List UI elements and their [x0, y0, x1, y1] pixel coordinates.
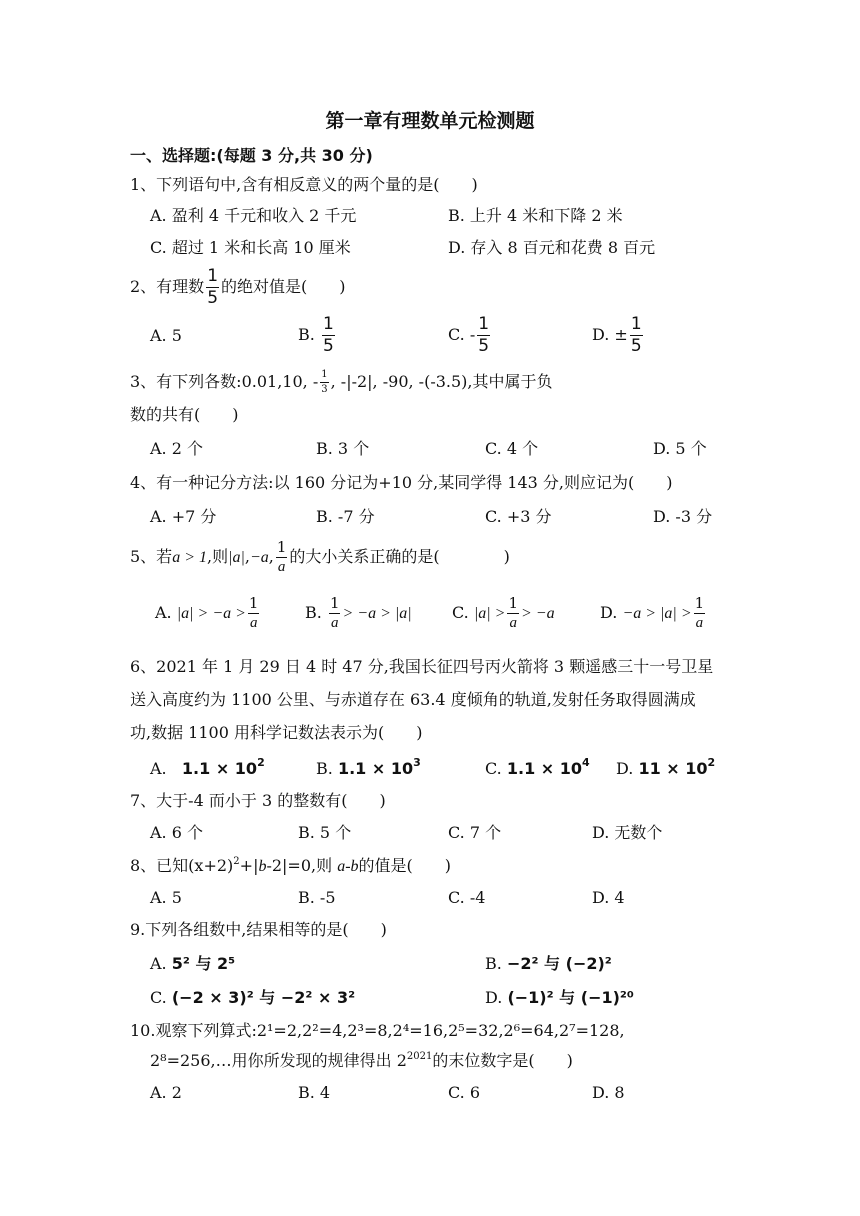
question-8-stem-pre: 8、已知(x+2) [130, 856, 234, 875]
question-6-option-c [485, 758, 590, 780]
fraction [206, 268, 219, 307]
question-1-option-b: B. 上升 4 米和下降 2 米 [448, 206, 623, 225]
question-10-stem-pre: 2⁸=256,…用你所发现的规律得出 2 [150, 1051, 407, 1070]
question-4-option-d: D. -3 分 [653, 507, 713, 526]
question-5-stem [130, 540, 510, 575]
option-label: A. [150, 759, 167, 778]
question-8-stem [130, 855, 451, 878]
fraction-denominator: 5 [478, 336, 490, 356]
fraction-numerator: 1 [322, 314, 334, 334]
question-10-option-b: B. 4 [298, 1083, 331, 1102]
math-abs: |a| [228, 549, 245, 566]
option-label: C. - [448, 325, 476, 344]
question-5-stem-post: 的大小关系正确的是( ) [289, 547, 510, 566]
fraction-numerator: 1 [478, 314, 490, 334]
math-exponent: 2 [233, 856, 240, 867]
question-3-option-d: D. 5 个 [653, 439, 707, 458]
fraction [320, 370, 328, 395]
option-label: B. [485, 954, 502, 973]
math-neg: −a [249, 549, 269, 566]
fraction-numerator: 1 [276, 538, 287, 556]
question-7-option-c: C. 7 个 [448, 823, 502, 842]
question-3-stem-pre: 3、有下列各数:0.01,10, - [130, 372, 319, 391]
math-base: 11 × 10 [638, 759, 708, 778]
math-exponent: 2 [707, 756, 716, 769]
fraction [507, 596, 519, 631]
question-2-option-d [592, 316, 645, 355]
fraction [276, 540, 288, 575]
question-8-option-d: D. 4 [592, 888, 625, 907]
option-label: D. [485, 988, 503, 1007]
math-base: 1.1 × 10 [181, 759, 258, 778]
fraction-denominator: 3 [321, 384, 328, 395]
option-label: C. [452, 603, 469, 622]
option-label: B. [305, 603, 322, 622]
option-label: D. [600, 603, 618, 622]
question-2-option-c [448, 316, 492, 355]
math-condition: a > 1 [172, 549, 207, 566]
option-label: B. [298, 325, 315, 344]
question-9-option-b [485, 953, 612, 975]
fraction-denominator: 5 [322, 336, 334, 356]
option-label: C. [150, 988, 167, 1007]
math-exponent: 2 [257, 756, 265, 769]
math-exponent: 4 [582, 756, 590, 769]
question-3-stem [130, 370, 553, 395]
question-2-option-a: A. 5 [150, 326, 182, 345]
question-10-option-d: D. 8 [592, 1083, 625, 1102]
fraction-denominator: a [330, 615, 339, 631]
fraction-denominator: a [509, 615, 517, 631]
question-5-stem-pre: 5、若 [130, 547, 173, 566]
question-1-stem: 1、下列语句中,含有相反意义的两个量的是( ) [130, 175, 478, 194]
option-label: A. [150, 954, 167, 973]
fraction [477, 316, 490, 355]
question-5-option-c [452, 596, 555, 631]
fraction-numerator: 1 [508, 594, 518, 612]
fraction-denominator: a [249, 615, 258, 631]
fraction-numerator: 1 [329, 594, 340, 612]
question-4-option-b: B. -7 分 [316, 507, 375, 526]
fraction-numerator: 1 [630, 314, 642, 334]
fraction-denominator: a [695, 615, 704, 631]
math-base: 1.1 × 10 [506, 759, 583, 778]
question-5-option-d [600, 596, 707, 631]
question-5-option-b [305, 596, 412, 631]
question-7-option-b: B. 5 个 [298, 823, 352, 842]
question-7-option-a: A. 6 个 [150, 823, 203, 842]
math-expression: |a| > −a > [176, 605, 246, 622]
math-expression: 5² 与 2⁵ [171, 954, 236, 973]
question-9-option-c [150, 987, 355, 1009]
question-9-stem: 9.下列各组数中,结果相等的是( ) [130, 920, 387, 939]
question-6-stem-line3: 功,数据 1100 用科学记数法表示为( ) [130, 723, 423, 742]
question-10-stem-post: 的末位数字是( ) [432, 1051, 573, 1070]
question-7-option-d: D. 无数个 [592, 823, 663, 842]
question-1-option-d: D. 存入 8 百元和花费 8 百元 [448, 238, 656, 257]
option-label: D. [616, 759, 634, 778]
question-10-stem-line1: 10.观察下列算式:2¹=2,2²=4,2³=8,2⁴=16,2⁵=32,2⁶=64,2⁷=128, [130, 1021, 625, 1040]
page-title: 第一章有理数单元检测题 [325, 110, 535, 132]
question-2-stem [130, 268, 346, 307]
question-6-option-a [150, 758, 265, 780]
option-label: D. ± [592, 325, 628, 344]
question-2-option-b [298, 316, 337, 355]
separator: , [244, 547, 250, 566]
math-variable: b [258, 858, 267, 875]
section-heading: 一、选择题:(每题 3 分,共 30 分) [130, 146, 373, 165]
fraction [694, 596, 706, 631]
question-8-stem-mid2: -2|=0,则 [266, 856, 333, 875]
math-expression: (−1)² 与 (−1)²⁰ [507, 988, 634, 1007]
fraction-numerator: 1 [207, 266, 219, 286]
question-3-option-a: A. 2 个 [150, 439, 203, 458]
math-expression: > −a [521, 605, 555, 622]
math-expression: a-b [337, 858, 359, 875]
fraction-denominator: a [277, 559, 286, 575]
question-5-stem-mid: ,则 [206, 547, 229, 566]
separator: , [268, 547, 274, 566]
question-4-option-a: A. +7 分 [150, 507, 217, 526]
question-10-option-a: A. 2 [150, 1083, 182, 1102]
question-8-option-a: A. 5 [150, 888, 182, 907]
question-10-option-c: C. 6 [448, 1083, 481, 1102]
fraction-denominator: 5 [207, 288, 219, 308]
fraction [322, 316, 335, 355]
math-exponent: 3 [413, 756, 421, 769]
fraction [630, 316, 643, 355]
fraction-numerator: 1 [320, 370, 328, 383]
question-6-option-b [316, 758, 421, 780]
question-8-option-c: C. -4 [448, 888, 486, 907]
fraction-numerator: 1 [248, 594, 259, 612]
question-2-stem-pre: 2、有理数 [130, 277, 205, 296]
question-8-stem-mid: +| [239, 856, 259, 875]
question-1-option-a: A. 盈利 4 千元和收入 2 千元 [150, 206, 357, 225]
question-9-option-d [485, 987, 634, 1009]
question-5-option-a [155, 596, 261, 631]
math-expression: −a > |a| > [622, 605, 692, 622]
question-7-stem: 7、大于-4 而小于 3 的整数有( ) [130, 791, 386, 810]
question-2-stem-post: 的绝对值是( ) [221, 277, 346, 296]
question-3-option-c: C. 4 个 [485, 439, 539, 458]
math-base: 1.1 × 10 [337, 759, 414, 778]
question-4-option-c: C. +3 分 [485, 507, 552, 526]
question-8-option-b: B. -5 [298, 888, 336, 907]
fraction [329, 596, 341, 631]
question-8-stem-post: 的值是( ) [358, 856, 452, 875]
math-exponent: 2021 [406, 1051, 433, 1062]
question-3-option-b: B. 3 个 [316, 439, 370, 458]
question-6-option-d [616, 758, 715, 780]
option-label: C. [485, 759, 502, 778]
math-expression: |a| > [473, 605, 506, 622]
question-3-stem-post: , -|-2|, -90, -(-3.5),其中属于负 [330, 372, 553, 391]
question-4-stem: 4、有一种记分方法:以 160 分记为+10 分,某同学得 143 分,则应记为( ) [130, 473, 673, 492]
question-6-stem-line2: 送入高度约为 1100 公里、与赤道存在 63.4 度倾角的轨道,发射任务取得圆满成 [130, 690, 696, 709]
question-1-option-c: C. 超过 1 米和长高 10 厘米 [150, 238, 351, 257]
option-label: B. [316, 759, 333, 778]
question-10-stem-line2 [150, 1050, 573, 1072]
question-9-option-a [150, 953, 235, 975]
math-expression: > −a > |a| [342, 605, 412, 622]
fraction-denominator: 5 [630, 336, 642, 356]
question-3-stem-line2: 数的共有( ) [130, 405, 239, 424]
math-expression: (−2 × 3)² 与 −2² × 3² [171, 988, 356, 1007]
math-expression: −2² 与 (−2)² [506, 954, 612, 973]
fraction [248, 596, 260, 631]
fraction-numerator: 1 [694, 594, 705, 612]
option-label: A. [155, 603, 172, 622]
question-6-stem-line1: 6、2021 年 1 月 29 日 4 时 47 分,我国长征四号丙火箭将 3 颗遥感三十一号卫星 [130, 657, 714, 676]
